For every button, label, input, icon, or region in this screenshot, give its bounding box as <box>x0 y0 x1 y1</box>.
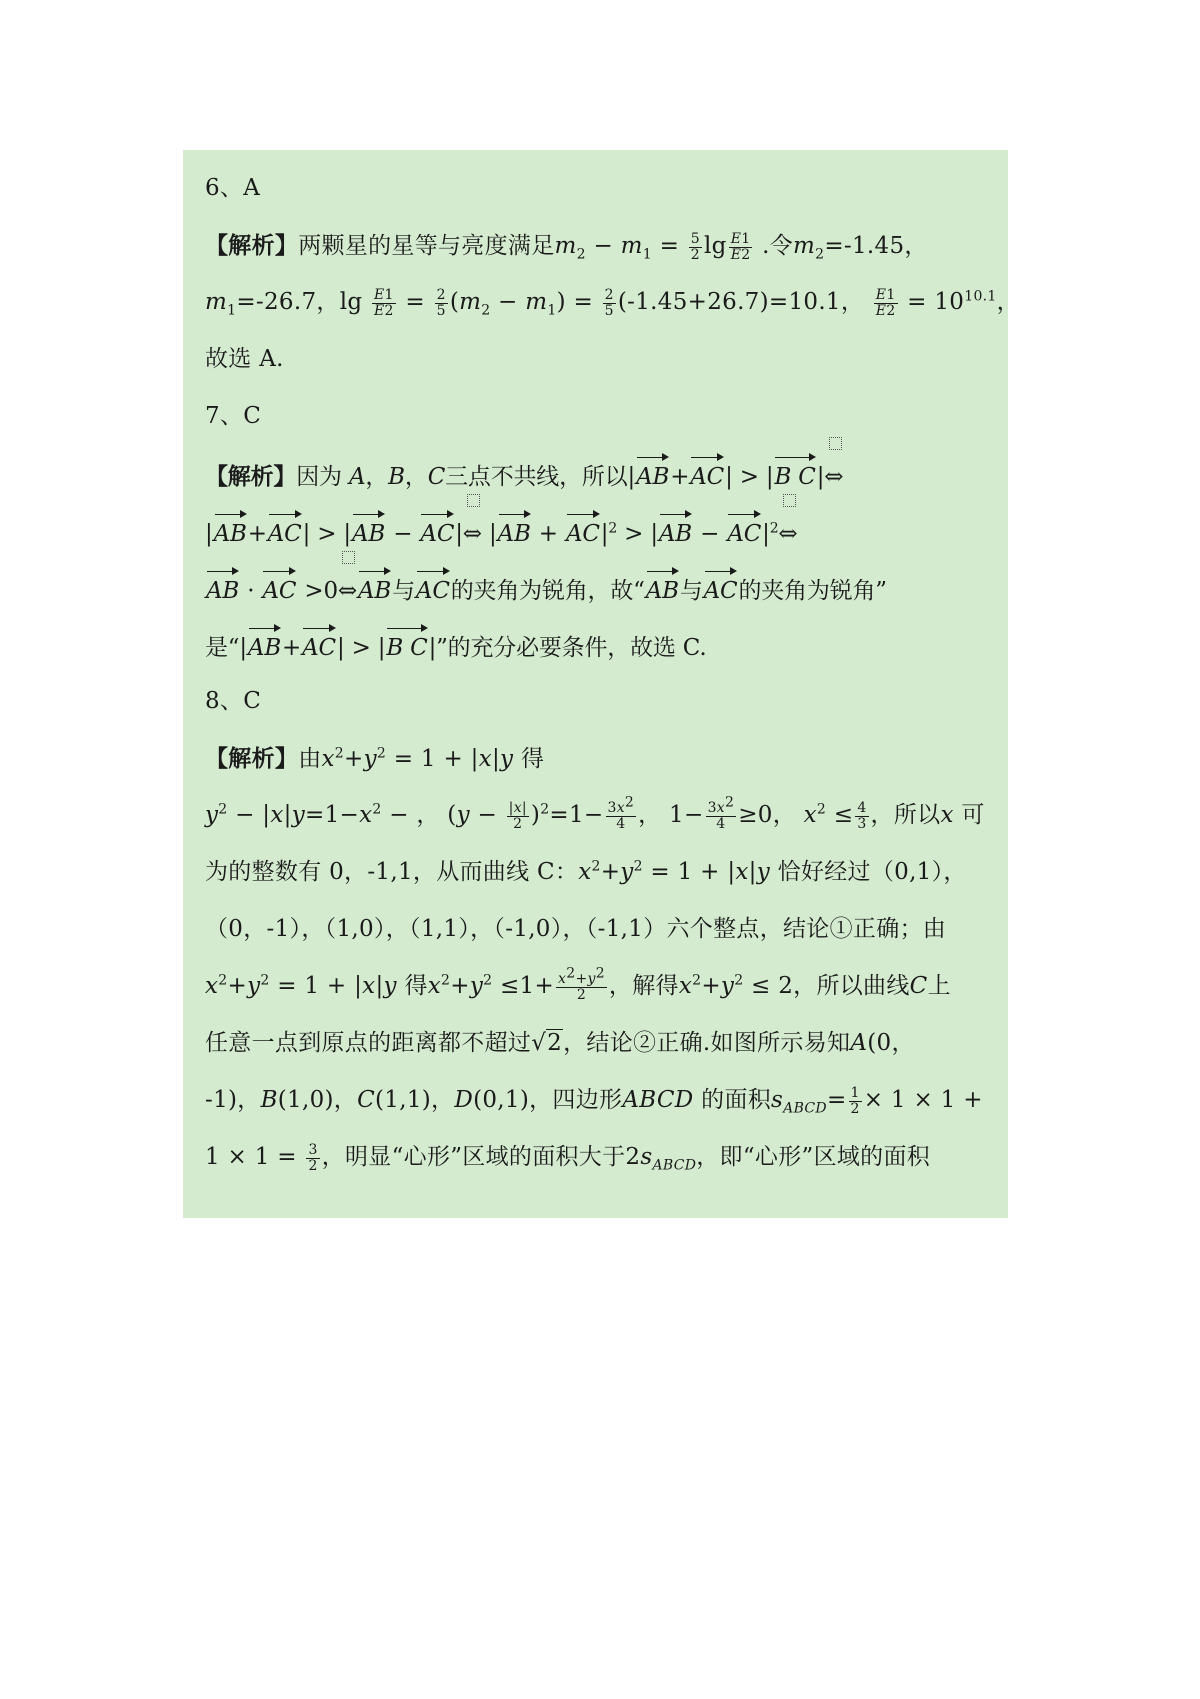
analysis-tag: 【解析】 <box>205 463 297 490</box>
q8-line-5: $x^2+y^2 = 1 + |x|y$ 得$x^2+y^2 \le 1+$ $\frac{x^2+y^2}{2}$ ，解得$x^2+y^2 \le 2$，所以曲线C上 <box>205 964 951 1003</box>
q8-text-l: ，结论②正确.如图所示易知 <box>563 1030 851 1056</box>
q6-result-base: = 10 <box>907 289 965 315</box>
q8-text-f: 恰好经过（0,1）， <box>777 859 967 885</box>
q6-result-exp: 10.1 <box>964 288 997 305</box>
q8-text-p: ，即“心形”区域的面积 <box>696 1144 931 1170</box>
sqrt-symbol: √2 <box>531 1030 563 1056</box>
q7-text-c: 的夹角为锐角，故“ <box>450 578 645 604</box>
q8-text-j: 上 <box>927 973 951 999</box>
q8-line-2: $y^2 - |x|y=1-x^2$ − ， (y − $\frac{|x|}{2}$ )$^2$=1− $\frac{3x^2}{4}$ ， 1− $\frac{3x^2}{4}$ ≥0， $x^2$ ≤ $\frac{4}{3}$ ，所以x 可 <box>205 793 985 832</box>
q8-heading: 8、C <box>205 688 262 714</box>
q8-text-n: 的面积 <box>701 1087 772 1113</box>
q7-line-3: AB · AC >0 ⇔AB与AC的夹角为锐角，故“AB与AC的夹角为锐角” <box>205 559 988 616</box>
q7-line-2: |AB+AC| > |AB − AC| ⇔ $|AB + AC|^2 > |AB - AC|^2$ ⇔ <box>205 502 988 559</box>
q6-comma: ， <box>996 289 1020 315</box>
fraction: $\frac{4}{3}$ <box>857 799 867 832</box>
q8-text-m: 四边形 <box>552 1087 623 1113</box>
q6-calc: (-1.45+26.7)=10.1， <box>617 289 865 315</box>
q6-heading: 6、A <box>205 175 261 201</box>
fraction: $\frac{3x^2}{4}$ <box>707 793 735 832</box>
q7-text-a: 因为 <box>296 464 342 490</box>
q7-yu: 与 <box>392 578 415 604</box>
q8-text-g: 得 <box>404 973 428 999</box>
fraction: $\frac{2}{5}$ <box>604 286 614 319</box>
q8-line-6: 任意一点到原点的距离都不超过√2，结论②正确.如图所示易知A(0， <box>205 1015 988 1072</box>
q6-conclusion: 故选 A. <box>205 346 284 372</box>
q8-line-7: -1)，B(1,0)，C(1,1)，D(0,1)，四边形ABCD 的面积$s_{ABCD}=$ $\frac{1}{2}$ × 1 × 1 + <box>205 1084 983 1117</box>
q7-heading: 7、C <box>205 403 262 429</box>
fraction: $\frac{3x^2}{4}$ <box>607 793 635 832</box>
q8-text-c: ，所以 <box>870 802 941 828</box>
fraction: $\frac{|x|}{2}$ <box>508 799 527 832</box>
q8-text-d: 可 <box>961 802 985 828</box>
q8-text-k: 任意一点到原点的距离都不超过 <box>205 1030 532 1056</box>
fraction: $\frac{5}{2}$ <box>690 230 701 263</box>
q7-yu: 与 <box>679 578 703 604</box>
q8-text-i: ，所以曲线 <box>793 973 910 999</box>
fraction: $\frac{x^2+y^2}{2}$ <box>558 964 605 1003</box>
q8-text-a: 由 <box>298 746 322 772</box>
q6-line-2: $m_1=-26.7$，lg $\frac{E1}{E2}$ = $\frac{2}{5}$ $(m_2 - m_1)$ = $\frac{2}{5}$ (-1.45+26.7)=10.1， $\frac{E1}{E2}$ = $10^{10.1}$， <box>205 286 1020 319</box>
iff-symbol: ⇔ <box>463 506 482 563</box>
q7-line-1: 【解析】因为 A，B，C三点不共线，所以|AB+AC| > |B C| ⇔ <box>205 445 988 502</box>
fraction: $\frac{E1}{E2}$ <box>374 286 394 319</box>
analysis-tag: 【解析】 <box>205 232 299 259</box>
solution-panel <box>183 150 1020 1218</box>
q7-text-f: ”的充分必要条件，故选 C. <box>436 635 707 661</box>
fraction: $\frac{2}{5}$ <box>436 286 446 319</box>
q7-text-b: 三点不共线，所以 <box>445 464 628 490</box>
iff-symbol: ⇔ <box>824 449 843 506</box>
fraction: $\frac{1}{2}$ <box>850 1084 860 1117</box>
q6-order-text: 令 <box>769 233 793 259</box>
q6-m2-value: =-1.45， <box>824 233 928 259</box>
q8-line-1: 【解析】由$x^2+y^2 = 1 + |x|y$ 得 <box>205 745 545 772</box>
q6-eq: = <box>405 289 425 315</box>
q8-line-8: 1 × 1 = $\frac{3}{2}$ ，明显“心形”区域的面积大于$2s_{ABCD}$，即“心形”区域的面积 <box>205 1141 931 1174</box>
q6-text: 两颗星的星等与亮度满足 <box>298 233 555 259</box>
q8-line-4: （0，-1），（1,0），（1,1），（-1,0），（-1,1）六个整点，结论①正确；由 <box>205 916 947 942</box>
analysis-tag: 【解析】 <box>205 745 299 772</box>
q8-text-o: ，明显“心形”区域的面积大于 <box>321 1144 626 1170</box>
fraction: $\frac{E1}{E2}$ <box>875 286 896 319</box>
q8-text-h: ，解得 <box>608 973 679 999</box>
iff-symbol: ⇔ <box>338 563 357 620</box>
q6-line-1: 【解析】两颗星的星等与亮度满足$m_2 - m_1$ = $\frac{5}{2}$ lg $\frac{E1}{E2}$ .令$m_2=-1.45$， <box>205 230 928 263</box>
q7-line-4: 是“|AB+AC| > |B C|”的充分必要条件，故选 C. <box>205 616 988 673</box>
q8-text-b: 得 <box>520 746 545 772</box>
q6-m1-value: =-26.7，lg <box>236 289 363 315</box>
fraction: $\frac{E1}{E2}$ <box>730 230 751 263</box>
fraction: $\frac{3}{2}$ <box>308 1141 318 1174</box>
q8-line-3: 为的整数有 0，-1,1，从而曲线 C：$x^2+y^2 = 1 + |x|y$ 恰好经过（0,1）， <box>205 858 967 885</box>
iff-symbol: ⇔ <box>778 506 797 563</box>
q7-text-e: 是“ <box>205 635 240 661</box>
q8-text-e: 为的整数有 0，-1,1，从而曲线 C： <box>205 859 579 885</box>
q7-text-d: 的夹角为锐角” <box>738 578 887 604</box>
